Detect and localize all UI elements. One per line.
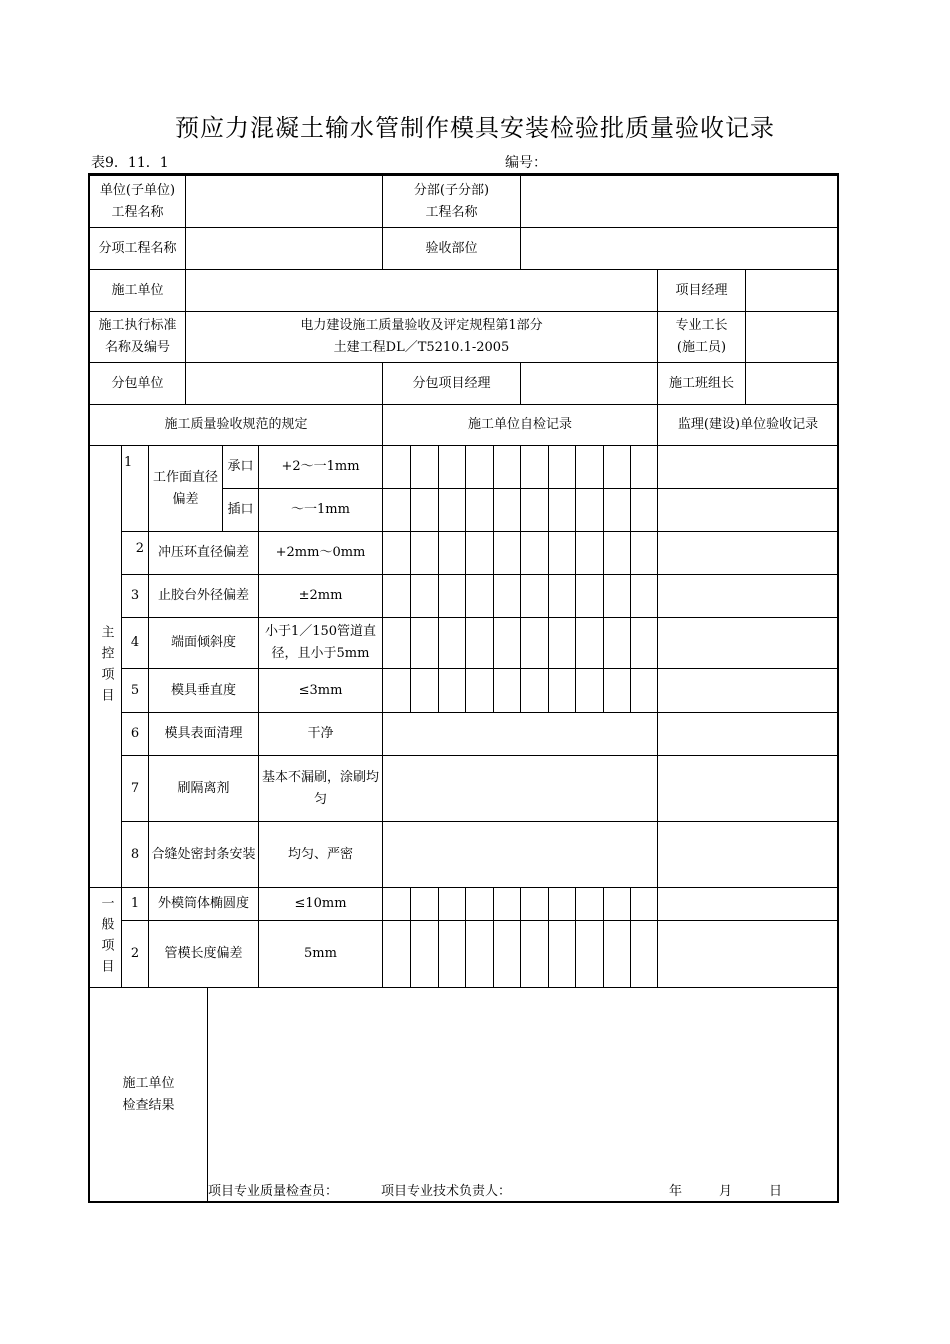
- main-item-requirement: 基本不漏刷，涂刷均匀: [258, 755, 383, 822]
- spec-column-header: 施工质量验收规范的规定: [89, 404, 383, 446]
- self-check-cell: [465, 488, 494, 532]
- main-item-requirement: +2～一1mm: [258, 445, 383, 489]
- quality-inspector-label: 项目专业质量检查员：: [208, 1184, 339, 1199]
- project-manager-label: 项目经理: [657, 269, 746, 312]
- main-item-name: 合缝处密封条安装: [148, 821, 259, 888]
- self-check-cell: [410, 887, 439, 921]
- self-check-cell: [548, 445, 576, 489]
- self-check-cell: [603, 445, 631, 489]
- self-check-cell: [603, 617, 631, 669]
- self-check-cell: [465, 887, 494, 921]
- supervisor-record-cell: [657, 821, 839, 888]
- self-check-cell: [630, 488, 658, 532]
- self-check-cell: [382, 531, 411, 575]
- main-item-number: 2: [121, 531, 149, 575]
- self-check-cell: [382, 712, 658, 756]
- self-check-cell: [630, 574, 658, 618]
- self-check-cell: [493, 488, 521, 532]
- spigot-end-label: 插口: [222, 488, 259, 532]
- main-item-name: 模具表面清理: [148, 712, 259, 756]
- self-check-cell: [438, 445, 466, 489]
- constructor-value: [185, 269, 658, 312]
- self-check-cell: [630, 531, 658, 575]
- self-check-cell: [630, 617, 658, 669]
- project-manager-value: [745, 269, 839, 312]
- self-check-cell: [410, 488, 439, 532]
- main-control-group-label: 主控项目: [89, 445, 122, 888]
- self-check-cell: [438, 488, 466, 532]
- standard-value-line-2: 土建工程DL／T5210.1-2005: [333, 340, 510, 355]
- main-item-number: 8: [121, 821, 149, 888]
- self-check-cell: [382, 920, 411, 988]
- self-check-cell: [410, 574, 439, 618]
- main-item-requirement: 均匀、严密: [258, 821, 383, 888]
- main-item-requirement: 小于1／150管道直径，且小于5mm: [258, 617, 383, 669]
- standard-label: [89, 311, 186, 363]
- supervisor-record-cell: [657, 488, 839, 532]
- unit-name-label-line-2: 工程名称: [111, 204, 164, 220]
- inspection-result-label: [89, 987, 208, 1203]
- self-check-cell: [465, 920, 494, 988]
- inspection-part-value: [520, 227, 839, 270]
- standard-label-line-1: 施工执行标准: [98, 318, 177, 333]
- team-leader-label: 施工班组长: [657, 362, 746, 405]
- supervisor-record-cell: [657, 887, 839, 921]
- self-check-cell: [630, 445, 658, 489]
- self-check-cell: [493, 445, 521, 489]
- self-check-cell: [382, 445, 411, 489]
- main-item-name: 冲压环直径偏差: [148, 531, 259, 575]
- self-check-cell: [438, 574, 466, 618]
- self-check-cell: [603, 887, 631, 921]
- self-check-cell: [603, 574, 631, 618]
- self-check-cell: [575, 488, 604, 532]
- general-item-requirement: ≤10mm: [258, 887, 383, 921]
- general-item-number: 1: [121, 887, 149, 921]
- general-item-number: 2: [121, 920, 149, 988]
- self-check-cell: [548, 488, 576, 532]
- self-check-cell: [575, 531, 604, 575]
- self-check-cell: [465, 668, 494, 713]
- main-item-requirement: ≤3mm: [258, 668, 383, 713]
- self-check-cell: [493, 574, 521, 618]
- self-check-cell: [575, 574, 604, 618]
- supervisor-record-cell: [657, 712, 839, 756]
- main-item-number: 5: [121, 668, 149, 713]
- self-check-cell: [575, 617, 604, 669]
- self-check-cell: [382, 668, 411, 713]
- general-item-name: 外模筒体椭圆度: [148, 887, 259, 921]
- self-check-cell: [438, 668, 466, 713]
- self-check-cell: [410, 531, 439, 575]
- supervisor-record-cell: [657, 531, 839, 575]
- sub-pm-label: 分包项目经理: [382, 362, 521, 405]
- self-check-cell: [548, 617, 576, 669]
- self-check-cell: [493, 887, 521, 921]
- self-check-cell: [465, 531, 494, 575]
- general-item-requirement: 5mm: [258, 920, 383, 988]
- self-check-cell: [603, 920, 631, 988]
- supervisor-record-cell: [657, 668, 839, 713]
- self-check-cell: [520, 488, 549, 532]
- subcontractor-label: 分包单位: [89, 362, 186, 405]
- main-item-number: 3: [121, 574, 149, 618]
- serial-number-label: 编号：: [505, 155, 547, 171]
- table-number: 表9．11．1: [91, 155, 169, 171]
- self-check-cell: [438, 531, 466, 575]
- inspection-result-label-line-1: 施工单位: [122, 1076, 175, 1091]
- self-check-cell: [575, 445, 604, 489]
- self-check-cell: [575, 668, 604, 713]
- foreman-value: [745, 311, 839, 363]
- subcontractor-value: [185, 362, 383, 405]
- unit-name-label: [89, 175, 186, 228]
- self-check-cell: [382, 887, 411, 921]
- main-item-name: 工作面直径偏差: [148, 445, 223, 532]
- self-check-cell: [493, 531, 521, 575]
- general-item-name: 管模长度偏差: [148, 920, 259, 988]
- self-check-cell: [520, 887, 549, 921]
- self-check-cell: [520, 668, 549, 713]
- self-check-cell: [382, 617, 411, 669]
- self-check-cell: [382, 488, 411, 532]
- standard-label-line-2: 名称及编号: [104, 340, 170, 355]
- main-item-name: 模具垂直度: [148, 668, 259, 713]
- self-check-cell: [465, 617, 494, 669]
- supervisor-record-cell: [657, 574, 839, 618]
- team-leader-value: [745, 362, 839, 405]
- self-check-cell: [520, 531, 549, 575]
- unit-name-value: [185, 175, 383, 228]
- main-item-number: 4: [121, 617, 149, 669]
- unit-name-label-line-1: 单位(子单位): [99, 182, 176, 198]
- foreman-label: [657, 311, 746, 363]
- self-check-cell: [465, 445, 494, 489]
- main-item-name: 端面倾斜度: [148, 617, 259, 669]
- main-item-number: 7: [121, 755, 149, 822]
- self-check-cell: [520, 445, 549, 489]
- year-label: 年: [669, 1184, 683, 1199]
- main-item-requirement: 干净: [258, 712, 383, 756]
- self-check-cell: [548, 668, 576, 713]
- self-check-cell: [520, 617, 549, 669]
- foreman-label-line-1: 专业工长: [675, 318, 728, 333]
- self-check-cell: [382, 755, 658, 822]
- page-title: 预应力混凝土输水管制作模具安装检验批质量验收记录: [175, 114, 775, 142]
- self-check-cell: [465, 574, 494, 618]
- inspection-part-label: 验收部位: [382, 227, 521, 270]
- self-check-cell: [520, 574, 549, 618]
- main-item-requirement: ～一1mm: [258, 488, 383, 532]
- self-check-cell: [410, 668, 439, 713]
- self-check-cell: [548, 531, 576, 575]
- day-label: 日: [769, 1184, 783, 1199]
- supervisor-column-header: 监理(建设)单位验收记录: [657, 404, 839, 446]
- main-item-requirement: +2mm～0mm: [258, 531, 383, 575]
- subdivision-name-value: [520, 175, 839, 228]
- supervisor-record-cell: [657, 617, 839, 669]
- general-group-label: 一般项目: [89, 887, 122, 988]
- inspection-result-area: [207, 987, 839, 1203]
- subdivision-name-label-line-2: 工程名称: [425, 204, 478, 220]
- self-check-cell: [410, 617, 439, 669]
- self-check-cell: [575, 920, 604, 988]
- self-check-cell: [520, 920, 549, 988]
- supervisor-record-cell: [657, 755, 839, 822]
- self-check-cell: [438, 920, 466, 988]
- self-check-cell: [603, 668, 631, 713]
- self-check-cell: [548, 887, 576, 921]
- month-label: 月: [719, 1184, 733, 1199]
- self-check-cell: [603, 488, 631, 532]
- self-check-cell: [548, 574, 576, 618]
- main-item-name: 止胶台外径偏差: [148, 574, 259, 618]
- subdivision-name-label-line-1: 分部(子分部): [413, 182, 490, 198]
- sub-pm-value: [520, 362, 658, 405]
- self-check-cell: [575, 887, 604, 921]
- self-check-cell: [630, 668, 658, 713]
- constructor-label: 施工单位: [89, 269, 186, 312]
- inspection-result-label-line-2: 检查结果: [122, 1098, 175, 1113]
- supervisor-record-cell: [657, 445, 839, 489]
- self-check-column-header: 施工单位自检记录: [382, 404, 658, 446]
- self-check-cell: [410, 445, 439, 489]
- item-project-label: 分项工程名称: [89, 227, 186, 270]
- main-item-number: 1: [121, 445, 149, 532]
- standard-value-line-1: 电力建设施工质量验收及评定规程第1部分: [300, 318, 543, 333]
- technical-lead-label: 项目专业技术负责人：: [381, 1184, 512, 1199]
- foreman-label-line-2: (施工员): [676, 340, 727, 355]
- subdivision-name-label: [382, 175, 521, 228]
- main-item-number: 6: [121, 712, 149, 756]
- self-check-cell: [410, 920, 439, 988]
- socket-end-label: 承口: [222, 445, 259, 489]
- self-check-cell: [630, 887, 658, 921]
- standard-value: [185, 311, 658, 363]
- self-check-cell: [382, 821, 658, 888]
- self-check-cell: [630, 920, 658, 988]
- supervisor-record-cell: [657, 920, 839, 988]
- self-check-cell: [493, 668, 521, 713]
- self-check-cell: [438, 617, 466, 669]
- self-check-cell: [548, 920, 576, 988]
- self-check-cell: [438, 887, 466, 921]
- main-item-requirement: ±2mm: [258, 574, 383, 618]
- self-check-cell: [382, 574, 411, 618]
- main-item-name: 刷隔离剂: [148, 755, 259, 822]
- self-check-cell: [493, 920, 521, 988]
- self-check-cell: [603, 531, 631, 575]
- item-project-value: [185, 227, 383, 270]
- self-check-cell: [493, 617, 521, 669]
